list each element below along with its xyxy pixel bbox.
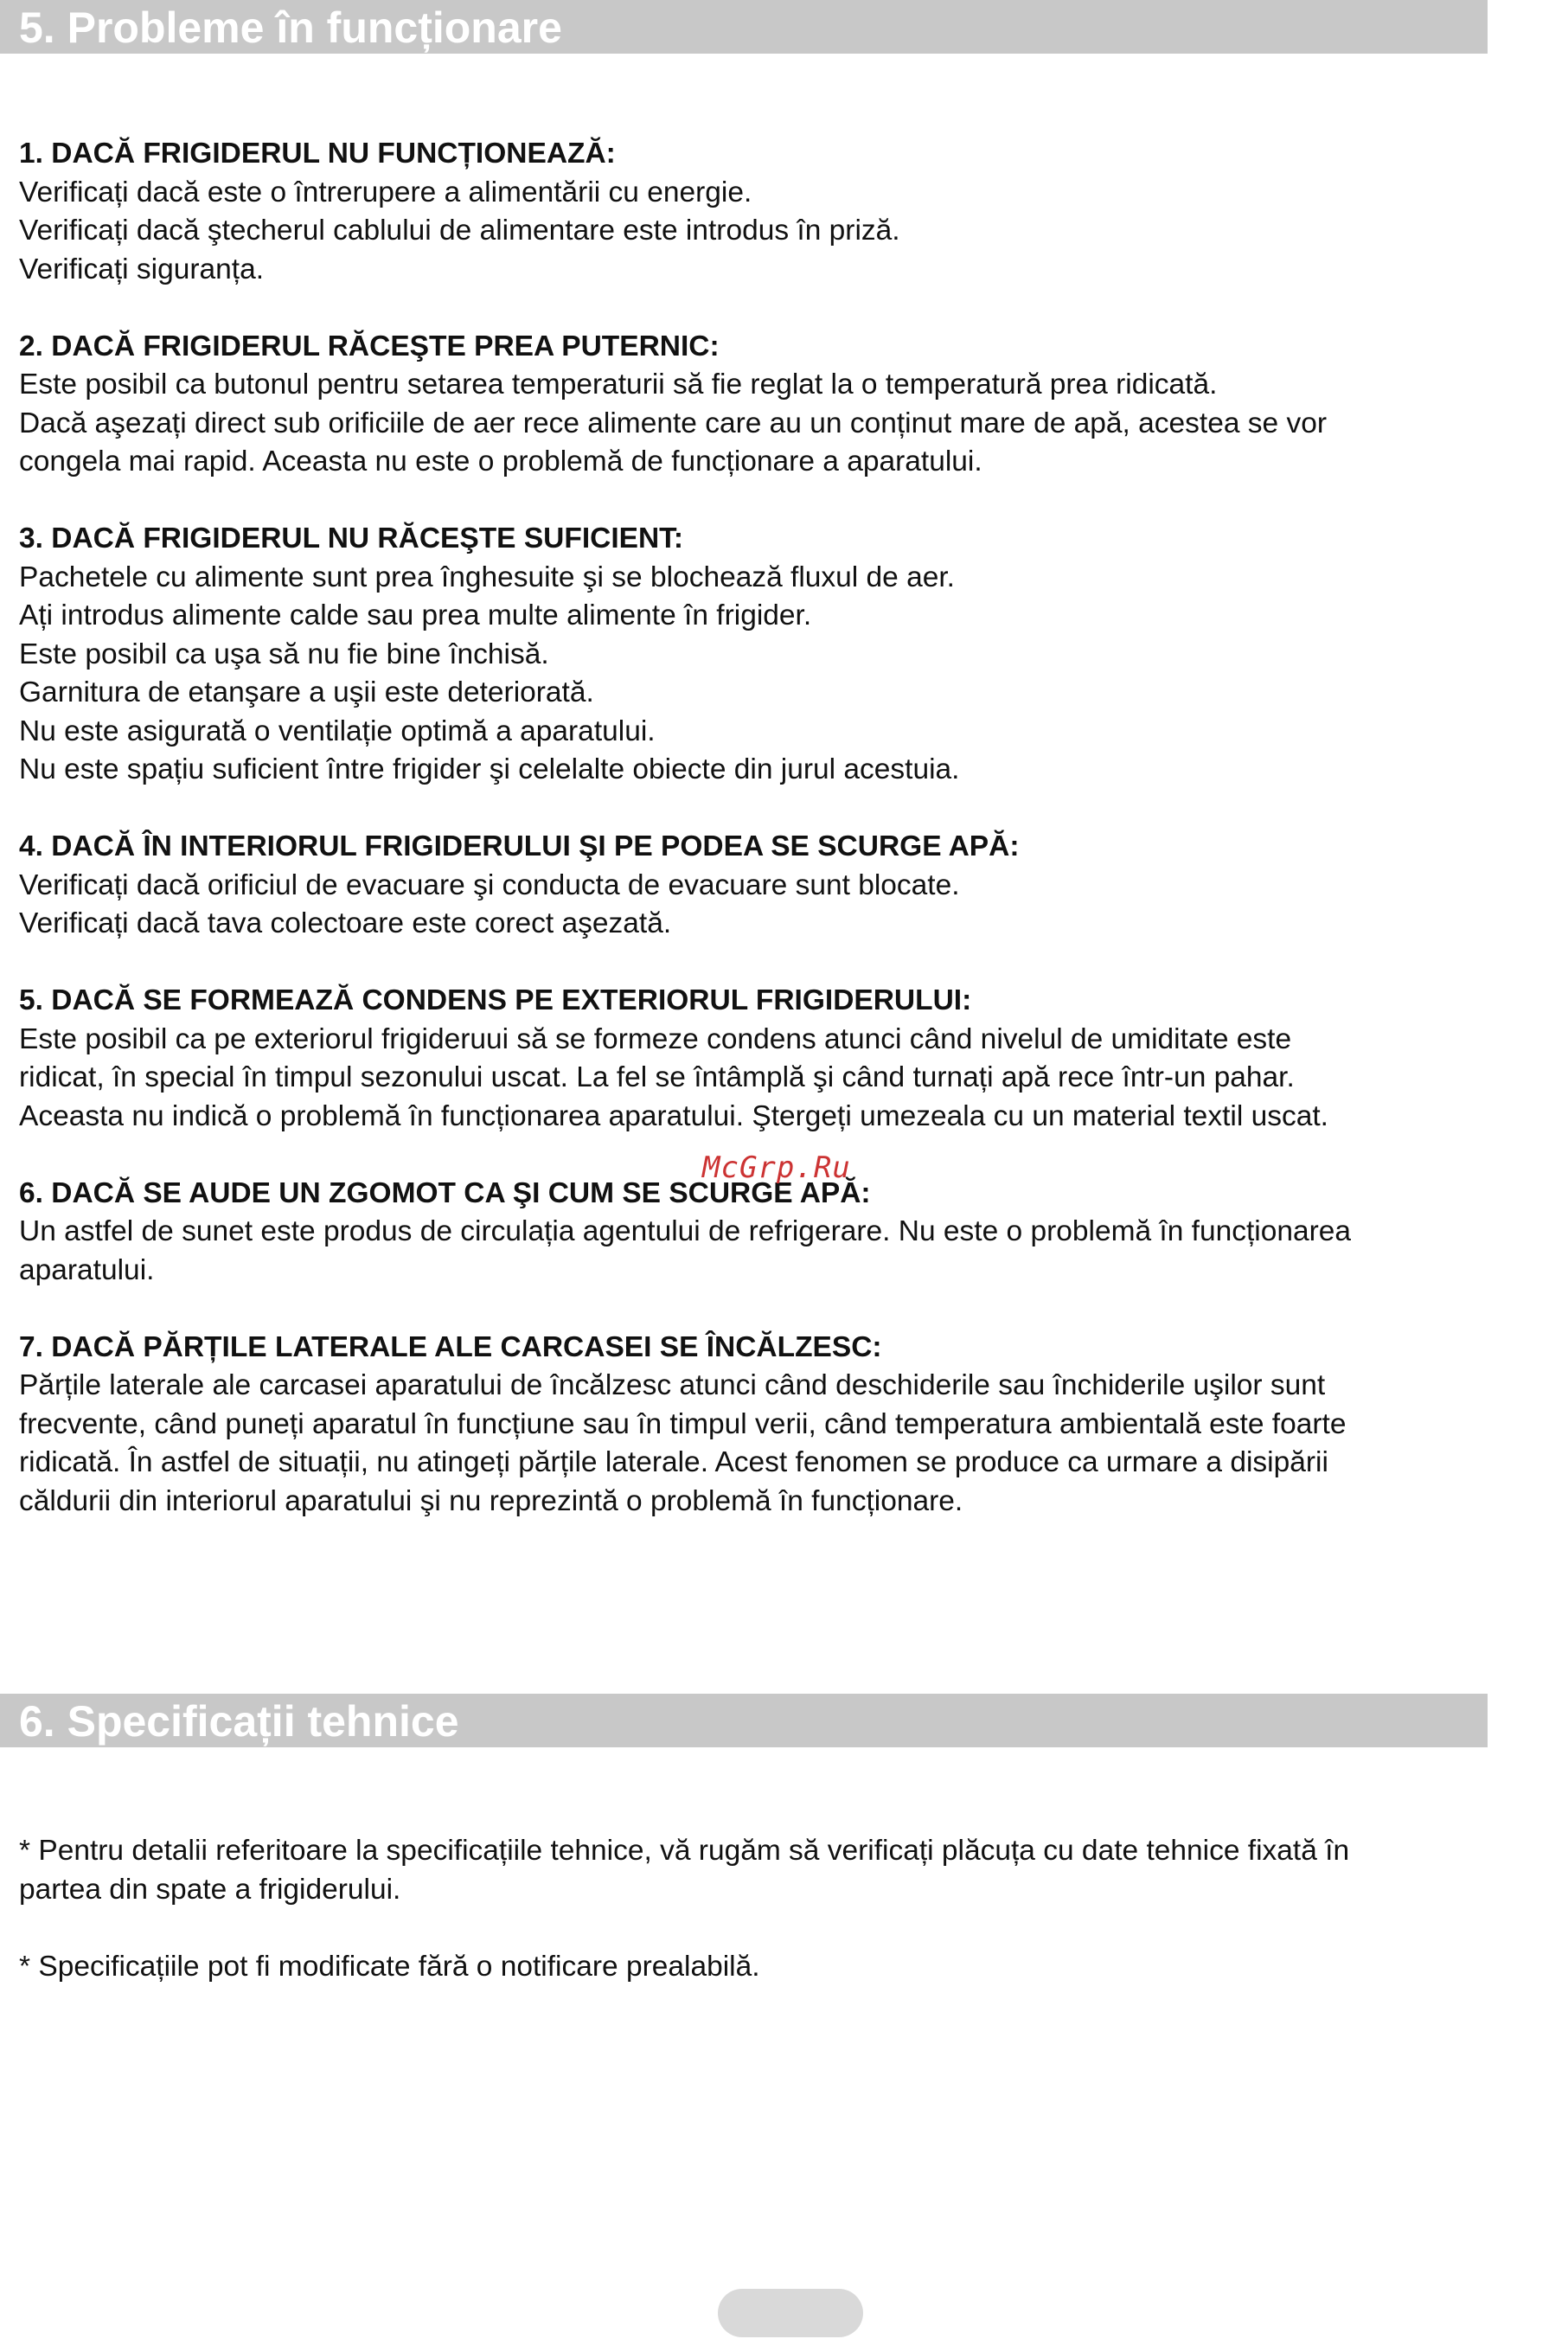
problem-4-line-1: Verificați dacă orificiul de evacuare şi conducta de evacuare sunt blocate. (19, 868, 960, 901)
problem-heading-3: 3. DACĂ FRIGIDERUL NU RĂCEŞTE SUFICIENT: (19, 522, 684, 554)
specs-note-1-line-1: * Pentru detalii referitoare la specificațiile tehnice, vă rugăm să verificați plăcuța cu date tehnice fixată în (19, 1835, 1350, 1867)
problem-3-line-4: Garnitura de etanşare a uşii este deteriorată. (19, 676, 594, 708)
problem-7-line-1: Părțile laterale ale carcasei aparatului de încălzesc atunci când deschiderile sau închiderile uşilor sunt (19, 1369, 1326, 1401)
page-number-pill (718, 2289, 863, 2337)
problem-2-line-1: Este posibil ca butonul pentru setarea temperaturii să fie reglat la o temperatură prea ridicată. (19, 368, 1218, 401)
problem-block-1 (19, 135, 1567, 289)
problem-1-line-3: Verificați siguranța. (19, 253, 265, 285)
problem-5-line-1: Este posibil ca pe exteriorul frigideruui să se formeze condens atunci când nivelul de umiditate este (19, 1022, 1292, 1055)
problem-3-line-5: Nu este asigurată o ventilație optimă a aparatului. (19, 715, 656, 747)
specs-note-1-line-2: partea din spate a frigiderului. (19, 1873, 401, 1906)
problem-block-6 (19, 1175, 1567, 1291)
problem-6-line-1: Un astfel de sunet este produs de circulația agentului de refrigerare. Nu este o problemă în funcționarea (19, 1215, 1352, 1247)
section-header-problems (0, 0, 1488, 54)
problem-3-line-3: Este posibil ca uşa să nu fie bine închisă. (19, 638, 549, 670)
problem-heading-6: 6. DACĂ SE AUDE UN ZGOMOT CA ŞI CUM SE SCURGE APĂ: (19, 1176, 871, 1209)
problem-block-2 (19, 328, 1567, 482)
section-title-problems: 5. Probleme în funcționare (19, 3, 562, 52)
problem-7-line-4: căldurii din interiorul aparatului şi nu reprezintă o problemă în funcționare. (19, 1484, 963, 1517)
problem-heading-1: 1. DACĂ FRIGIDERUL NU FUNCȚIONEAZĂ: (19, 138, 616, 170)
problem-6-line-2: aparatului. (19, 1253, 155, 1286)
problem-heading-5: 5. DACĂ SE FORMEAZĂ CONDENS PE EXTERIORUL FRIGIDERULUI: (19, 984, 972, 1016)
specs-note-1 (19, 1832, 1567, 1909)
problem-block-5 (19, 982, 1567, 1136)
section-header-specs (0, 1694, 1488, 1747)
problem-2-line-2: Dacă aşezați direct sub orificiile de aer rece alimente care au un conținut mare de apă, acestea se vor (19, 407, 1328, 439)
problem-2-line-3: congela mai rapid. Aceasta nu este o problemă de funcționare a aparatului. (19, 445, 982, 477)
problem-heading-4: 4. DACĂ ÎN INTERIORUL FRIGIDERULUI ŞI PE PODEA SE SCURGE APĂ: (19, 830, 1020, 862)
problem-5-line-2: ridicat, în special în timpul sezonului uscat. La fel se întâmplă şi când turnați apă rece într-un pahar. (19, 1061, 1295, 1093)
problem-block-7 (19, 1329, 1567, 1522)
problem-7-line-2: frecvente, când puneți aparatul în funcțiune sau în timpul verii, când temperatura ambientală este foarte (19, 1407, 1347, 1440)
problem-heading-7: 7. DACĂ PĂRȚILE LATERALE ALE CARCASEI SE ÎNCĂLZESC: (19, 1330, 882, 1363)
problem-heading-2: 2. DACĂ FRIGIDERUL RĂCEŞTE PREA PUTERNIC: (19, 330, 720, 362)
problem-3-line-6: Nu este spațiu suficient între frigider şi celelalte obiecte din jurul acestuia. (19, 753, 960, 785)
problem-block-4 (19, 828, 1567, 944)
specs-notes (19, 1832, 1567, 2025)
problem-block-3 (19, 520, 1567, 790)
problems-list (19, 135, 1567, 1560)
problem-1-line-2: Verificați dacă ştecherul cablului de alimentare este introdus în priză. (19, 215, 900, 247)
problem-3-line-2: Ați introdus alimente calde sau prea multe alimente în frigider. (19, 599, 812, 631)
problem-1-line-1: Verificați dacă este o întrerupere a alimentării cu energie. (19, 176, 752, 208)
watermark-text: McGrp.Ru (702, 1150, 851, 1185)
problem-3-line-1: Pachetele cu alimente sunt prea înghesuite şi se blochează fluxul de aer. (19, 561, 955, 593)
problem-5-line-3: Aceasta nu indică o problemă în funcționarea aparatului. Ştergeți umezeala cu un material textil uscat. (19, 1099, 1328, 1132)
specs-note-2: * Specificațiile pot fi modificate fără o notificare prealabilă. (19, 1950, 760, 1983)
problem-4-line-2: Verificați dacă tava colectoare este corect aşezată. (19, 907, 672, 939)
problem-7-line-3: ridicată. În astfel de situații, nu atingeți părțile laterale. Acest fenomen se produce ca urmare a disipării (19, 1446, 1328, 1478)
section-title-specs: 6. Specificații tehnice (19, 1697, 459, 1746)
